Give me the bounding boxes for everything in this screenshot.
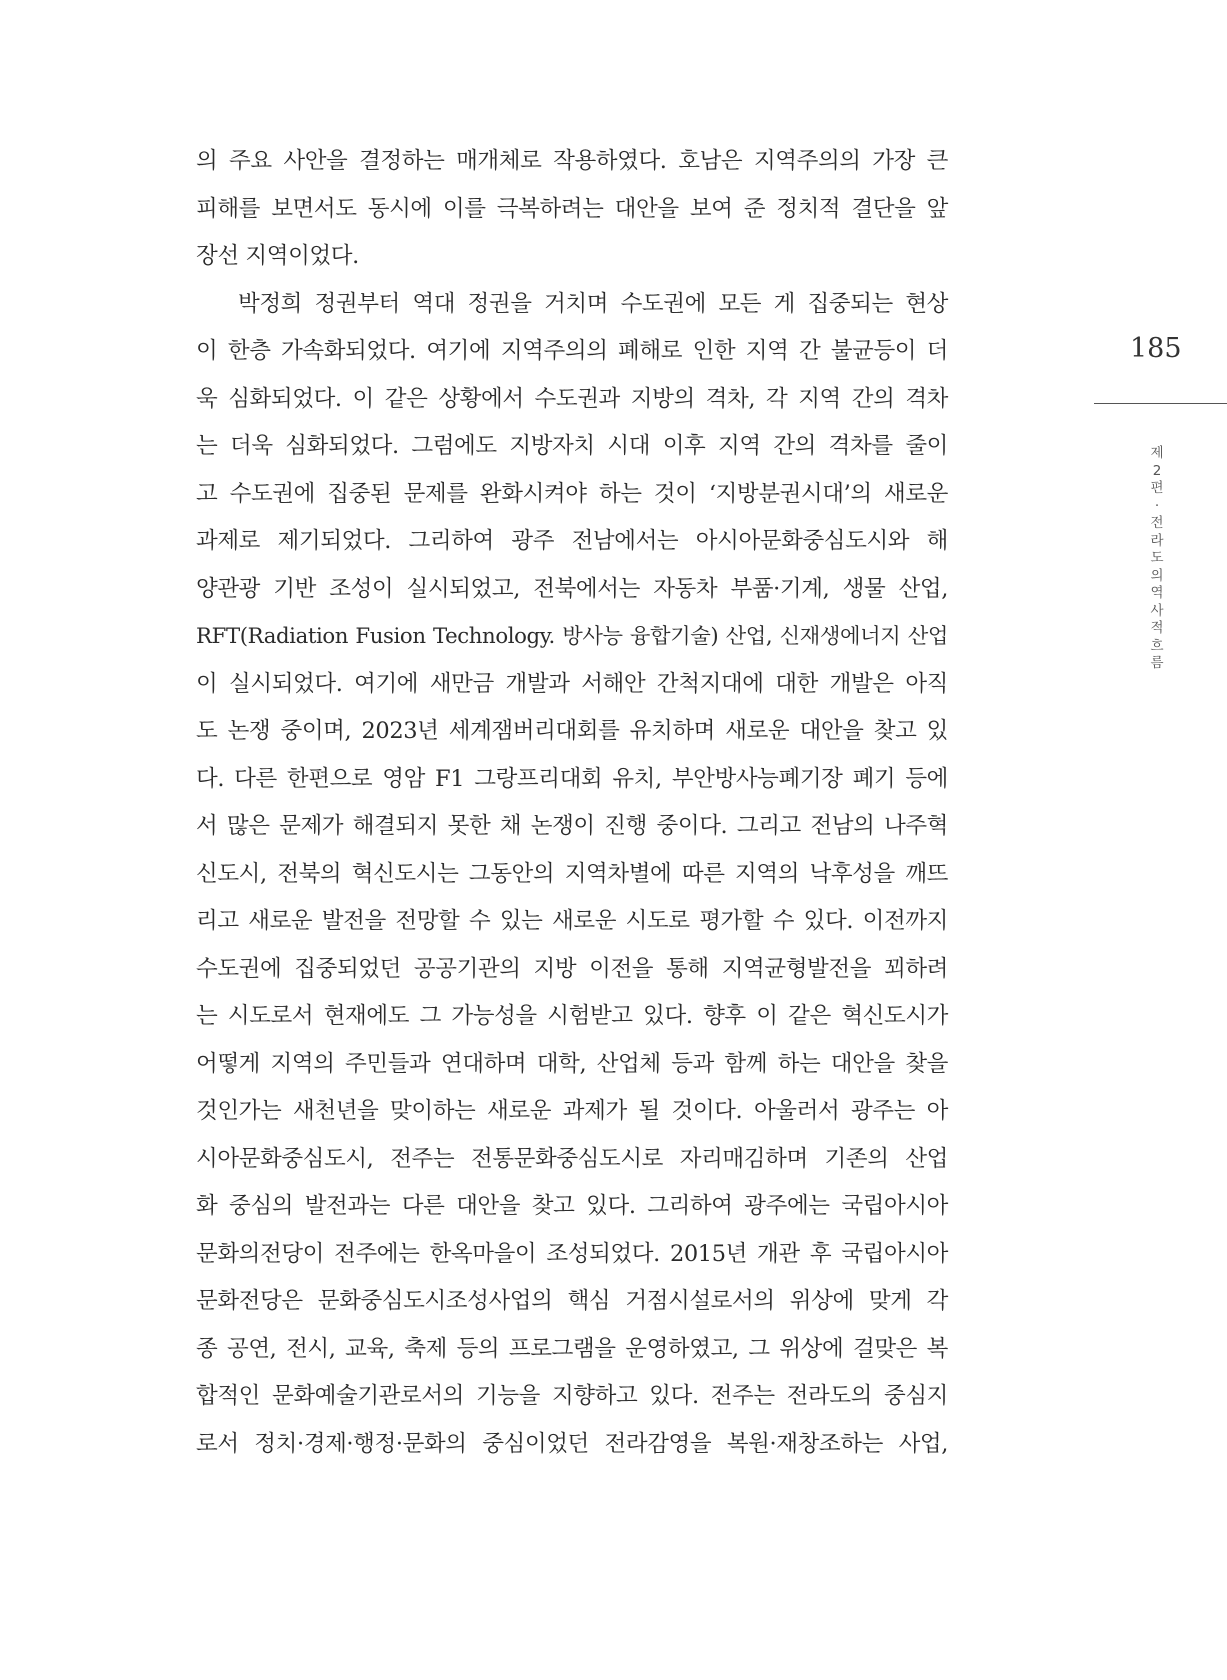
text-line: 과제로 제기되었다. 그리하여 광주 전남에서는 아시아문화중심도시와 해 [196, 528, 948, 554]
text-line: 로서 정치·경제·행정·문화의 중심이었던 전라감영을 복원·재창조하는 사업, [196, 1430, 948, 1457]
text-line: 합적인 문화예술기관로서의 기능을 지향하고 있다. 전주는 전라도의 중심지 [196, 1383, 948, 1409]
text-line: 문화전당은 문화중심도시조성사업의 핵심 거점시설로서의 위상에 맞게 각 [196, 1288, 948, 1314]
text-line: 양관광 기반 조성이 실시되었고, 전북에서는 자동차 부품·기계, 생물 산업, [196, 575, 948, 602]
text-line: 신도시, 전북의 혁신도시는 그동안의 지역차별에 따른 지역의 낙후성을 깨뜨 [196, 860, 948, 887]
text-line: 이 한층 가속화되었다. 여기에 지역주의의 폐해로 인한 지역 간 불균등이 더 [196, 338, 948, 364]
text-line: 욱 심화되었다. 이 같은 상황에서 수도권과 지방의 격차, 각 지역 간의 격차 [196, 385, 948, 412]
text-line: 리고 새로운 발전을 전망할 수 있는 새로운 시도로 평가할 수 있다. 이전까지 [196, 908, 948, 934]
page-number-rule [1094, 403, 1227, 404]
body-text [196, 138, 948, 1468]
text-line: 것인가는 새천년을 맞이하는 새로운 과제가 될 것이다. 아울러서 광주는 아 [196, 1098, 948, 1124]
text-line: 어떻게 지역의 주민들과 연대하며 대학, 산업체 등과 함께 하는 대안을 찾을 [196, 1050, 948, 1077]
text-line: RFT(Radiation Fusion Technology. 방사능 융합기술) 산업, 신재생에너지 산업 [196, 624, 948, 649]
text-line: 수도권에 집중되었던 공공기관의 지방 이전을 통해 지역균형발전을 꾀하려 [196, 955, 948, 982]
text-line: 피해를 보면서도 동시에 이를 극복하려는 대안을 보여 준 정치적 결단을 앞 [196, 195, 948, 222]
text-line: 종 공연, 전시, 교육, 축제 등의 프로그램을 운영하였고, 그 위상에 걸맞은 복 [196, 1335, 948, 1362]
text-line: 시아문화중심도시, 전주는 전통문화중심도시로 자리매김하며 기존의 산업 [196, 1145, 948, 1172]
running-head: 제 2 편 · 전 라 도 의 역 사 적 흐 름 [1150, 445, 1164, 671]
text-line: 서 많은 문제가 해결되지 못한 채 논쟁이 진행 중이다. 그리고 전남의 나주혁 [196, 813, 948, 839]
text-line: 고 수도권에 집중된 문제를 완화시켜야 하는 것이 ‘지방분권시대’의 새로운 [196, 480, 948, 507]
text-line: 의 주요 사안을 결정하는 매개체로 작용하였다. 호남은 지역주의의 가장 큰 [196, 148, 948, 174]
text-line: 는 시도로서 현재에도 그 가능성을 시험받고 있다. 향후 이 같은 혁신도시가 [196, 1003, 948, 1029]
text-line: 문화의전당이 전주에는 한옥마을이 조성되었다. 2015년 개관 후 국립아시아 [196, 1240, 948, 1267]
page-number: 185 [1130, 333, 1182, 364]
text-line: 박정희 정권부터 역대 정권을 거치며 수도권에 모든 게 집중되는 현상 [238, 290, 948, 317]
text-line: 화 중심의 발전과는 다른 대안을 찾고 있다. 그리하여 광주에는 국립아시아 [196, 1193, 948, 1219]
text-line: 장선 지역이었다. [196, 243, 359, 269]
text-line: 는 더욱 심화되었다. 그럼에도 지방자치 시대 이후 지역 간의 격차를 줄이 [196, 433, 948, 459]
text-line: 이 실시되었다. 여기에 새만금 개발과 서해안 간척지대에 대한 개발은 아직 [196, 670, 948, 697]
text-line: 다. 다른 한편으로 영암 F1 그랑프리대회 유치, 부안방사능폐기장 폐기 등에 [196, 765, 948, 792]
text-line: 도 논쟁 중이며, 2023년 세계잼버리대회를 유치하며 새로운 대안을 찾고 있 [196, 718, 948, 744]
